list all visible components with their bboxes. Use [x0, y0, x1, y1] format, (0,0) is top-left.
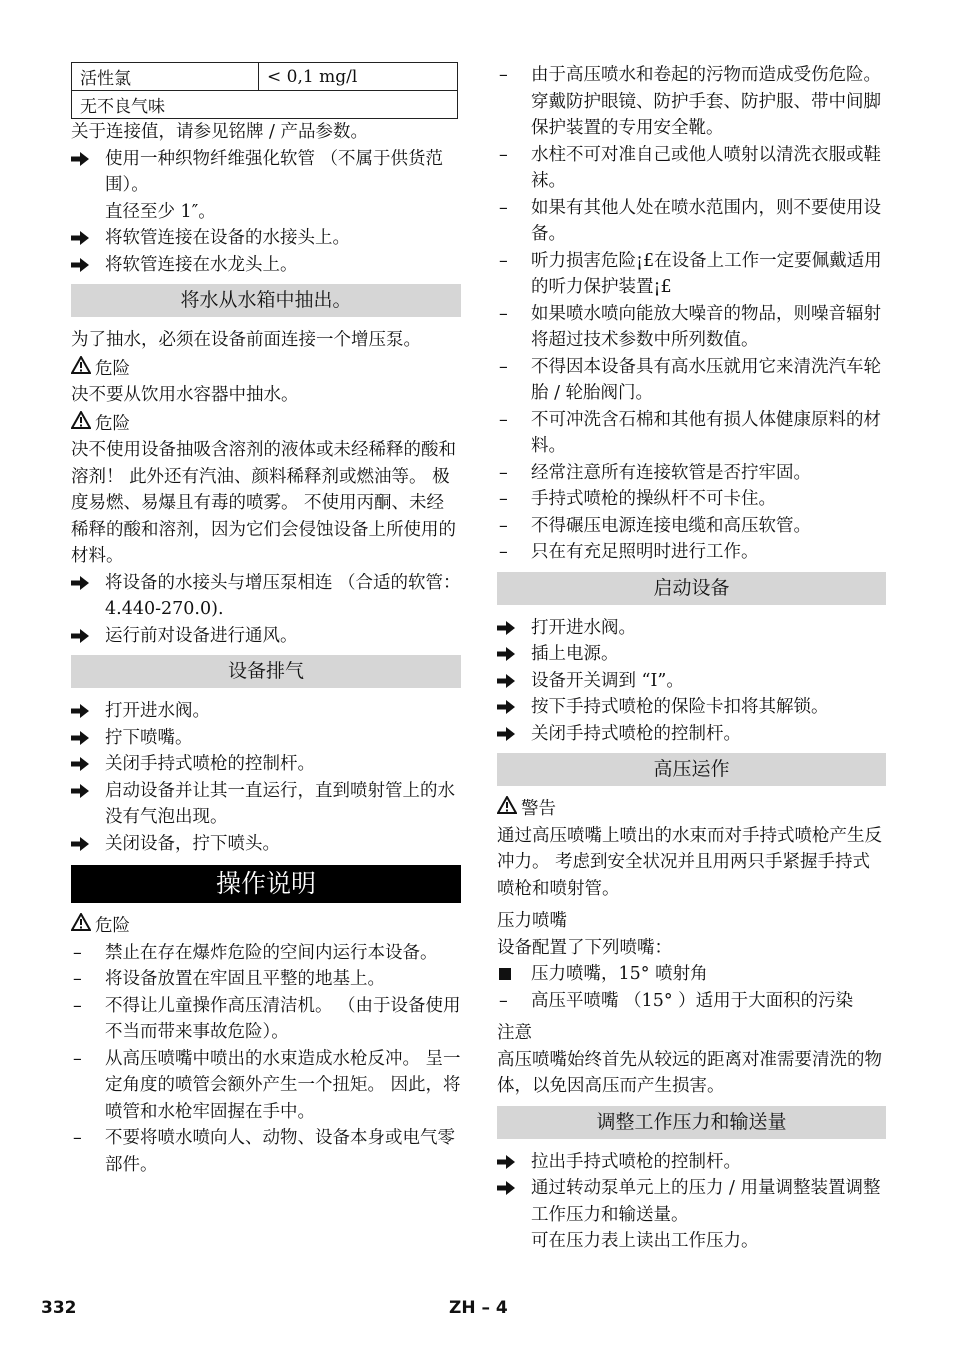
- arrow-icon: [497, 641, 525, 668]
- arrow-icon: [497, 668, 525, 695]
- list-item: – 不得让儿童操作高压清洁机。 （由于设备使用不当而带来事故危险）。: [73, 995, 461, 1042]
- arrow-icon: [497, 721, 525, 748]
- step-item: 运行前对设备进行通风。: [71, 623, 461, 650]
- step-item: 打开进水阀。: [497, 615, 886, 642]
- nozzle-intro: 设备配置了下列喷嘴：: [497, 937, 672, 958]
- list-item: – 不要将喷水喷向人、动物、设备本身或电气零部件。: [73, 1128, 455, 1175]
- step-item: 打开进水阀。: [71, 698, 461, 725]
- step-item: 将软管连接在水龙头上。: [71, 252, 461, 279]
- section-heading-high-pressure: 高压运作: [497, 753, 886, 786]
- water-spec-table: [71, 62, 458, 119]
- danger-text: 决不使用设备抽吸含溶剂的液体或未经稀释的酸和溶剂！ 此外还有汽油、颜料稀释剂或燃油等。 极度易燃、易爆且有毒的喷雾。 不使用丙酮、未经稀释的酸和溶剂，因为它们会侵蚀设备上所使用的材料。: [71, 440, 456, 566]
- step-item: 设备开关调到 “I”。: [497, 668, 886, 695]
- page-number: 332: [41, 1298, 77, 1318]
- arrow-icon: [71, 146, 99, 173]
- arrow-icon: [71, 570, 99, 597]
- danger-text: 决不要从饮用水容器中抽水。: [71, 385, 299, 405]
- warning-triangle-icon: [71, 356, 95, 383]
- arrow-icon: [71, 778, 99, 805]
- step-item: 按下手持式喷枪的保险卡扣将其解锁。: [497, 694, 886, 721]
- arrow-icon: [497, 1149, 525, 1176]
- arrow-icon: [71, 225, 99, 252]
- spec-odor: 无不良气味: [72, 91, 458, 119]
- right-column: [497, 62, 886, 1255]
- step-item: 使用一种织物纤维强化软管 （不属于供货范围）。 直径至少 1″。: [71, 146, 461, 226]
- arrow-icon: [497, 615, 525, 642]
- section-heading-vent: 设备排气: [71, 655, 461, 688]
- step-item: 拉出手持式喷枪的控制杆。: [497, 1149, 886, 1176]
- list-item: – 不得碾压电源连接电缆和高压软管。: [499, 515, 811, 536]
- arrow-icon: [71, 698, 99, 725]
- section-heading-start: 启动设备: [497, 572, 886, 605]
- note-label: 注意: [497, 1023, 532, 1043]
- step-item: 将设备的水接头与增压泵相连 （合适的软管： 4.440-270.0).: [71, 570, 461, 623]
- list-item: – 将设备放置在牢固且平整的地基上。: [73, 969, 385, 989]
- spec-label-chlorine: 活性氯: [72, 63, 259, 91]
- note-text: 高压喷嘴始终首先从较远的距离对准需要清洗的物体，以免因高压而产生损害。: [497, 1049, 882, 1096]
- step-item: 将软管连接在设备的水接头上。: [71, 225, 461, 252]
- list-item: – 不得因本设备具有高水压就用它来清洗汽车轮胎 / 轮胎阀门。: [499, 356, 881, 403]
- connect-note: 关于连接值，请参见铭牌 / 产品参数。: [71, 122, 369, 142]
- list-item: – 手持式喷枪的操纵杆不可卡住。: [499, 489, 776, 509]
- warning-triangle-icon: [497, 796, 521, 823]
- arrow-icon: [71, 623, 99, 650]
- list-item: – 听力损害危险¡£在设备上工作一定要佩戴适用的听力保护装置¡£: [499, 250, 882, 297]
- warning-text: 通过高压喷嘴上喷出的水束而对手持式喷枪产生反冲力。 考虑到安全状况并且用两只手紧握手持式喷枪和喷射管。: [497, 825, 882, 899]
- chapter-heading-operation: 操作说明: [71, 865, 461, 903]
- square-bullet-icon: [499, 961, 527, 988]
- arrow-icon: [71, 252, 99, 279]
- arrow-icon: [71, 751, 99, 778]
- step-item: 通过转动泵单元上的压力 / 用量调整装置调整工作压力和输送量。 可在压力表上读出工作压力。: [497, 1175, 886, 1255]
- list-item: – 不可冲洗含石棉和其他有损人体健康原料的材料。: [499, 409, 881, 456]
- arrow-icon: [497, 1175, 525, 1202]
- step-item: 启动设备并让其一直运行，直到喷射管上的水没有气泡出现。: [71, 778, 461, 831]
- tank-intro: 为了抽水，必须在设备前面连接一个增压泵。: [71, 330, 421, 350]
- list-item: – 由于高压喷水和卷起的污物而造成受伤危险。 穿戴防护眼镜、防护手套、防护服、带中间脚保护装置的专用安全靴。: [499, 65, 881, 138]
- list-item: – 禁止在存在爆炸危险的空间内运行本设备。: [73, 942, 438, 963]
- warning-triangle-icon: [71, 913, 95, 940]
- spec-value-chlorine: < 0,1 mg/l: [259, 63, 458, 91]
- list-item: – 水柱不可对准自己或他人喷射以清洗衣服或鞋袜。: [499, 144, 881, 191]
- language-page-label: ZH – 4: [449, 1298, 508, 1318]
- list-item: – 经常注意所有连接软管是否拧牢固。: [499, 462, 811, 483]
- warning-triangle-icon: [71, 411, 95, 438]
- step-item: 关闭设备，拧下喷头。: [71, 831, 461, 858]
- list-item: – 如果喷水喷向能放大噪音的物品，则噪音辐射将超过技术参数中所列数值。: [499, 303, 881, 350]
- step-item: 插上电源。: [497, 641, 886, 668]
- left-column: [71, 62, 461, 1178]
- section-heading-tank: 将水从水箱中抽出。: [71, 284, 461, 317]
- danger-label: 危险: [71, 356, 461, 383]
- list-item: – 如果有其他人处在喷水范围内，则不要使用设备。: [499, 197, 881, 244]
- step-item: 拧下喷嘴。: [71, 725, 461, 752]
- list-item: – 从高压喷嘴中喷出的水束造成水枪反冲。 呈一定角度的喷管会额外产生一个扭矩。 因此，将喷管和水枪牢固握在手中。: [73, 1048, 461, 1122]
- danger-label: 危险: [71, 913, 461, 940]
- step-item: 关闭手持式喷枪的控制杆。: [71, 751, 461, 778]
- warning-label: 警告: [497, 796, 886, 823]
- list-item: – 高压平喷嘴 （15° ）适用于大面积的污染: [499, 990, 854, 1011]
- arrow-icon: [71, 725, 99, 752]
- danger-label: 危险: [71, 411, 461, 438]
- list-item: 压力喷嘴，15° 喷射角: [497, 961, 886, 988]
- step-item: 关闭手持式喷枪的控制杆。: [497, 721, 886, 748]
- arrow-icon: [497, 694, 525, 721]
- list-item: – 只在有充足照明时进行工作。: [499, 542, 759, 562]
- arrow-icon: [71, 831, 99, 858]
- nozzle-heading: 压力喷嘴: [497, 911, 567, 931]
- section-heading-adjust: 调整工作压力和输送量: [497, 1106, 886, 1139]
